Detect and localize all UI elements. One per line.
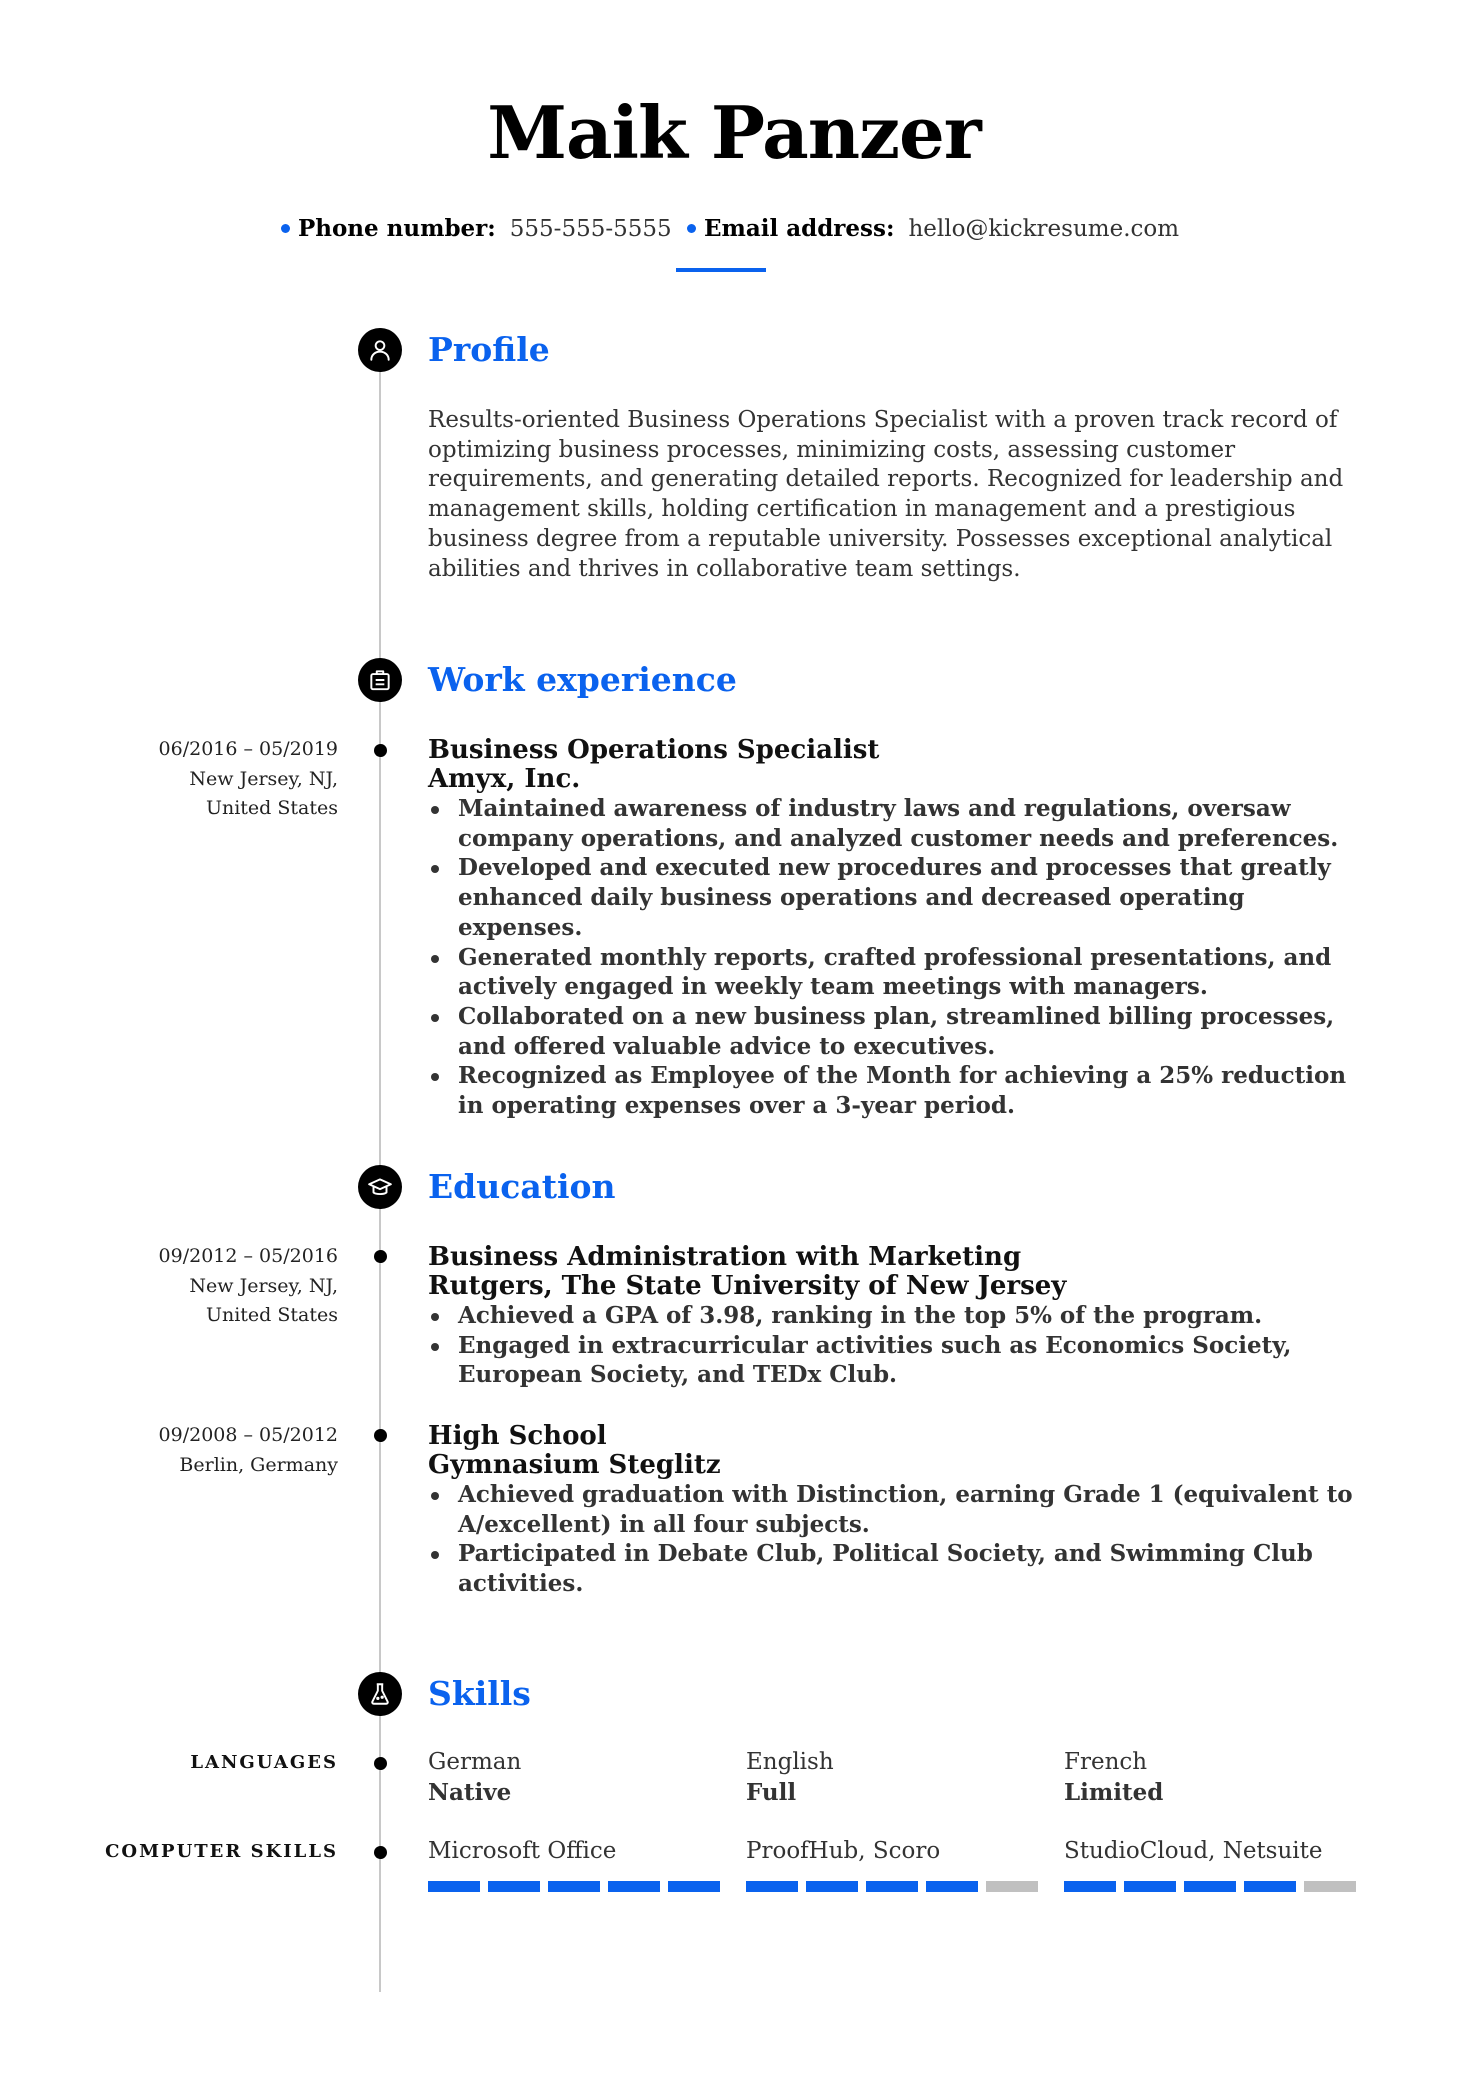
education-dates: 09/2008 – 05/2012 [158,1424,338,1446]
language-item [1064,1748,1163,1807]
person-icon [358,328,402,372]
list-item: Achieved graduation with Distinction, earning Grade 1 (equivalent to A/excellent) in all four subjects. [428,1480,1368,1539]
list-item: Achieved a GPA of 3.98, ranking in the top 5% of the program. [428,1301,1368,1331]
list-item: Recognized as Employee of the Month for achieving a 25% reduction in operating expenses over a 3-year period. [428,1061,1368,1120]
work-entry [428,736,1368,1121]
graduation-cap-icon [358,1165,402,1209]
computer-skill-item [428,1837,720,1892]
email-label: Email address: [703,215,895,242]
section-title-profile: Profile [428,330,550,369]
timeline-node [374,1250,387,1263]
timeline-node [374,1429,387,1442]
header-divider [676,268,766,272]
language-item [746,1748,834,1807]
education-entry-meta [120,1421,338,1480]
language-name: German [428,1749,522,1775]
education-location-country: United States [205,1304,338,1327]
timeline-node [374,1757,387,1770]
list-item: Participated in Debate Club, Political Society, and Swimming Club activities. [428,1539,1368,1598]
computer-skill-item [1064,1837,1356,1892]
work-dates: 06/2016 – 05/2019 [158,738,338,760]
computer-skill-name: StudioCloud, Netsuite [1064,1838,1323,1864]
company-name: Amyx, Inc. [428,764,581,794]
education-location: Berlin, Germany [179,1453,338,1476]
job-title: Business Operations Specialist [428,735,880,765]
section-title-skills: Skills [428,1674,531,1713]
education-entry [428,1243,1368,1390]
section-title-work: Work experience [428,660,737,699]
school-name: Gymnasium Steglitz [428,1450,721,1480]
list-item: Developed and executed new procedures and processes that greatly enhanced daily business operations and decreased operating expenses. [428,853,1368,942]
list-item: Engaged in extracurricular activities such as Economics Society, European Society, and TEDx Club. [428,1331,1368,1390]
list-item: Maintained awareness of industry laws and regulations, oversaw company operations, and analyzed customer needs and preferences. [428,794,1368,853]
language-item [428,1748,521,1807]
education-dates: 09/2012 – 05/2016 [158,1245,338,1267]
email-value[interactable]: hello@kickresume.com [908,216,1180,242]
list-item: Generated monthly reports, crafted professional presentations, and actively engaged in weekly team meetings with managers. [428,943,1368,1002]
bullet-dot-icon [687,224,696,233]
language-name: English [746,1749,834,1775]
language-level: Full [746,1778,797,1806]
work-entry-meta [120,735,338,824]
work-bullets [428,794,1368,1121]
skill-category-languages: LANGUAGES [190,1752,338,1773]
computer-skill-name: ProofHub, Scoro [746,1838,941,1864]
timeline-node [374,744,387,757]
education-entry [428,1422,1368,1599]
skill-category-computer: COMPUTER SKILLS [105,1841,338,1862]
computer-skill-name: Microsoft Office [428,1838,617,1864]
school-name: Rutgers, The State University of New Jersey [428,1271,1067,1301]
skill-rating-bar [1064,1881,1356,1892]
language-level: Limited [1064,1778,1164,1806]
education-bullets [428,1301,1368,1390]
language-level: Native [428,1778,512,1806]
computer-skill-item [746,1837,1038,1892]
language-name: French [1064,1749,1148,1775]
candidate-name: Maik Panzer [487,90,981,175]
degree-title: High School [428,1421,607,1451]
phone-value: 555-555-5555 [509,216,672,242]
skill-rating-bar [428,1881,720,1892]
profile-summary: Results-oriented Business Operations Specialist with a proven track record of optimizing business processes, minimizing costs, assessing customer requirements, and generating detailed reports. Recognized for leadership and management skills, holding certification in management and a prestigious business degree from a reputable university. Possesses exceptional analytical abilities and thrives in collaborative team settings. [428,407,1344,582]
bullet-dot-icon [281,224,290,233]
work-location: New Jersey, NJ, [189,767,338,790]
section-title-education: Education [428,1167,616,1206]
education-bullets [428,1480,1368,1599]
work-location-country: United States [205,797,338,820]
briefcase-icon [358,658,402,702]
education-entry-meta [120,1242,338,1331]
phone-label: Phone number: [297,215,496,242]
education-location: New Jersey, NJ, [189,1274,338,1297]
skill-rating-bar [746,1881,1038,1892]
timeline-node [374,1846,387,1859]
degree-title: Business Administration with Marketing [428,1242,1022,1272]
flask-icon [358,1672,402,1716]
contact-line [0,213,1468,245]
list-item: Collaborated on a new business plan, streamlined billing processes, and offered valuable advice to executives. [428,1002,1368,1061]
